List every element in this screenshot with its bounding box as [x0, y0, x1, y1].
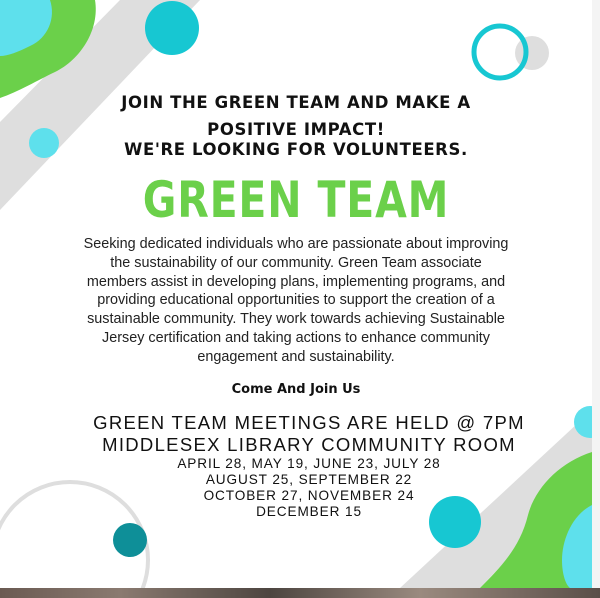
meeting-dates-line: AUGUST 25, SEPTEMBER 22 [205, 472, 413, 487]
meeting-dates-line: DECEMBER 15 [256, 504, 362, 519]
meetings-location-line: MIDDLESEX LIBRARY COMMUNITY ROOM [102, 434, 516, 455]
description-line: sustainable community. They work towards achieving Sustainable [87, 311, 505, 328]
description-line: the sustainability of our community. Green Team associate [110, 254, 482, 271]
headline-line-1: JOIN THE GREEN TEAM AND MAKE A [121, 93, 471, 112]
description-line: providing educational opportunities to support the creation of a [97, 292, 495, 309]
meeting-dates-line: OCTOBER 27, NOVEMBER 24 [203, 488, 415, 503]
description-paragraph [56, 235, 536, 367]
right-page-margin [592, 0, 600, 588]
green-team-title: GREEN TEAM [142, 171, 450, 229]
top-teal-circle [145, 1, 199, 55]
headline-line-3: WE'RE LOOKING FOR VOLUNTEERS. [124, 140, 468, 159]
headline-line-2: POSITIVE IMPACT! [207, 120, 385, 139]
description-line: members assist in developing plans, implementing programs, and [86, 273, 506, 290]
call-to-action: Come And Join Us [231, 382, 361, 397]
bottom-left-dark-teal-circle [113, 523, 147, 557]
description-line: engagement and sustainability. [197, 348, 395, 365]
description-line: Jersey certification and taking actions to enhance community [102, 329, 490, 346]
meetings-time-line: GREEN TEAM MEETINGS ARE HELD @ 7PM [93, 412, 525, 433]
meeting-dates-line: APRIL 28, MAY 19, JUNE 23, JULY 28 [177, 456, 441, 471]
bottom-photo-strip [0, 588, 600, 598]
description-line: Seeking dedicated individuals who are passionate about improving [83, 236, 509, 252]
